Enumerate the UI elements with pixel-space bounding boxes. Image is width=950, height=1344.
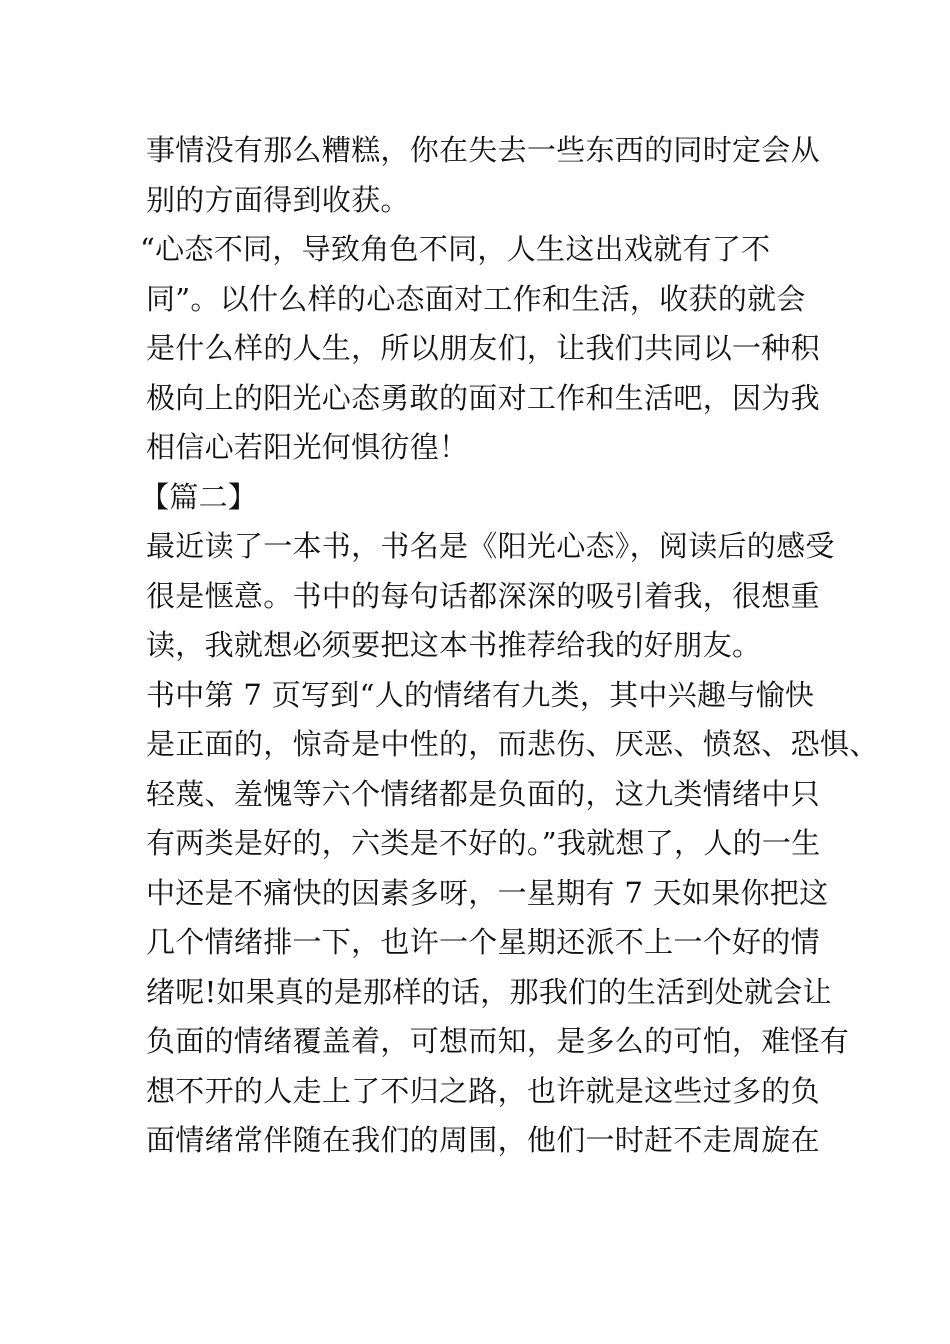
text-line: 面情绪常伴随在我们的周围，他们一时赶不走周旋在 — [146, 1123, 820, 1157]
text-line: 几个情绪排一下，也许一个星期还派不上一个好的情 — [146, 925, 820, 959]
text-line: “心态不同，导致角色不同，人生这出戏就有了不 — [140, 232, 771, 266]
text-line: 事情没有那么糟糕，你在失去一些东西的同时定会从 — [146, 133, 820, 167]
text-line: 想不开的人走上了不归之路，也许就是这些过多的负 — [146, 1073, 820, 1108]
text-line: 负面的情绪覆盖着，可想而知，是多么的可怕，难怪有 — [146, 1024, 850, 1058]
text-line: 是正面的，惊奇是中性的，而悲伤、厌恶、愤怒、恐惧、 — [146, 727, 879, 761]
text-line: 同”。以什么样的心态面对工作和生活，收获的就会 — [146, 281, 806, 316]
text-line: 别的方面得到收获。 — [146, 182, 410, 217]
text-line: 中还是不痛快的因素多呀，一星期有 7 天如果你把这 — [146, 875, 829, 910]
text-line: 读，我就想必须要把这本书推荐给我的好朋友。 — [146, 628, 762, 662]
text-line: 轻蔑、羞愧等六个情绪都是负面的，这九类情绪中只 — [146, 776, 820, 811]
text-line: 极向上的阳光心态勇敢的面对工作和生活吧，因为我 — [146, 380, 820, 415]
text-line: 绪呢!如果真的是那样的话，那我们的生活到处就会让 — [146, 974, 832, 1009]
text-line: 很是惬意。书中的每句话都深深的吸引着我，很想重 — [146, 578, 820, 613]
section-heading: 【篇二】 — [140, 479, 258, 514]
text-line: 最近读了一本书，书名是《阳光心态》，阅读后的感受 — [146, 529, 835, 563]
text-line: 是什么样的人生，所以朋友们，让我们共同以一种积 — [146, 331, 820, 365]
text-line: 相信心若阳光何惧彷徨！ — [146, 430, 469, 464]
text-line: 有两类是好的，六类是不好的。”我就想了，人的一生 — [146, 826, 821, 860]
text-line: 书中第 7 页写到“人的情绪有九类，其中兴趣与愉快 — [146, 677, 815, 712]
document-body — [140, 126, 879, 1166]
